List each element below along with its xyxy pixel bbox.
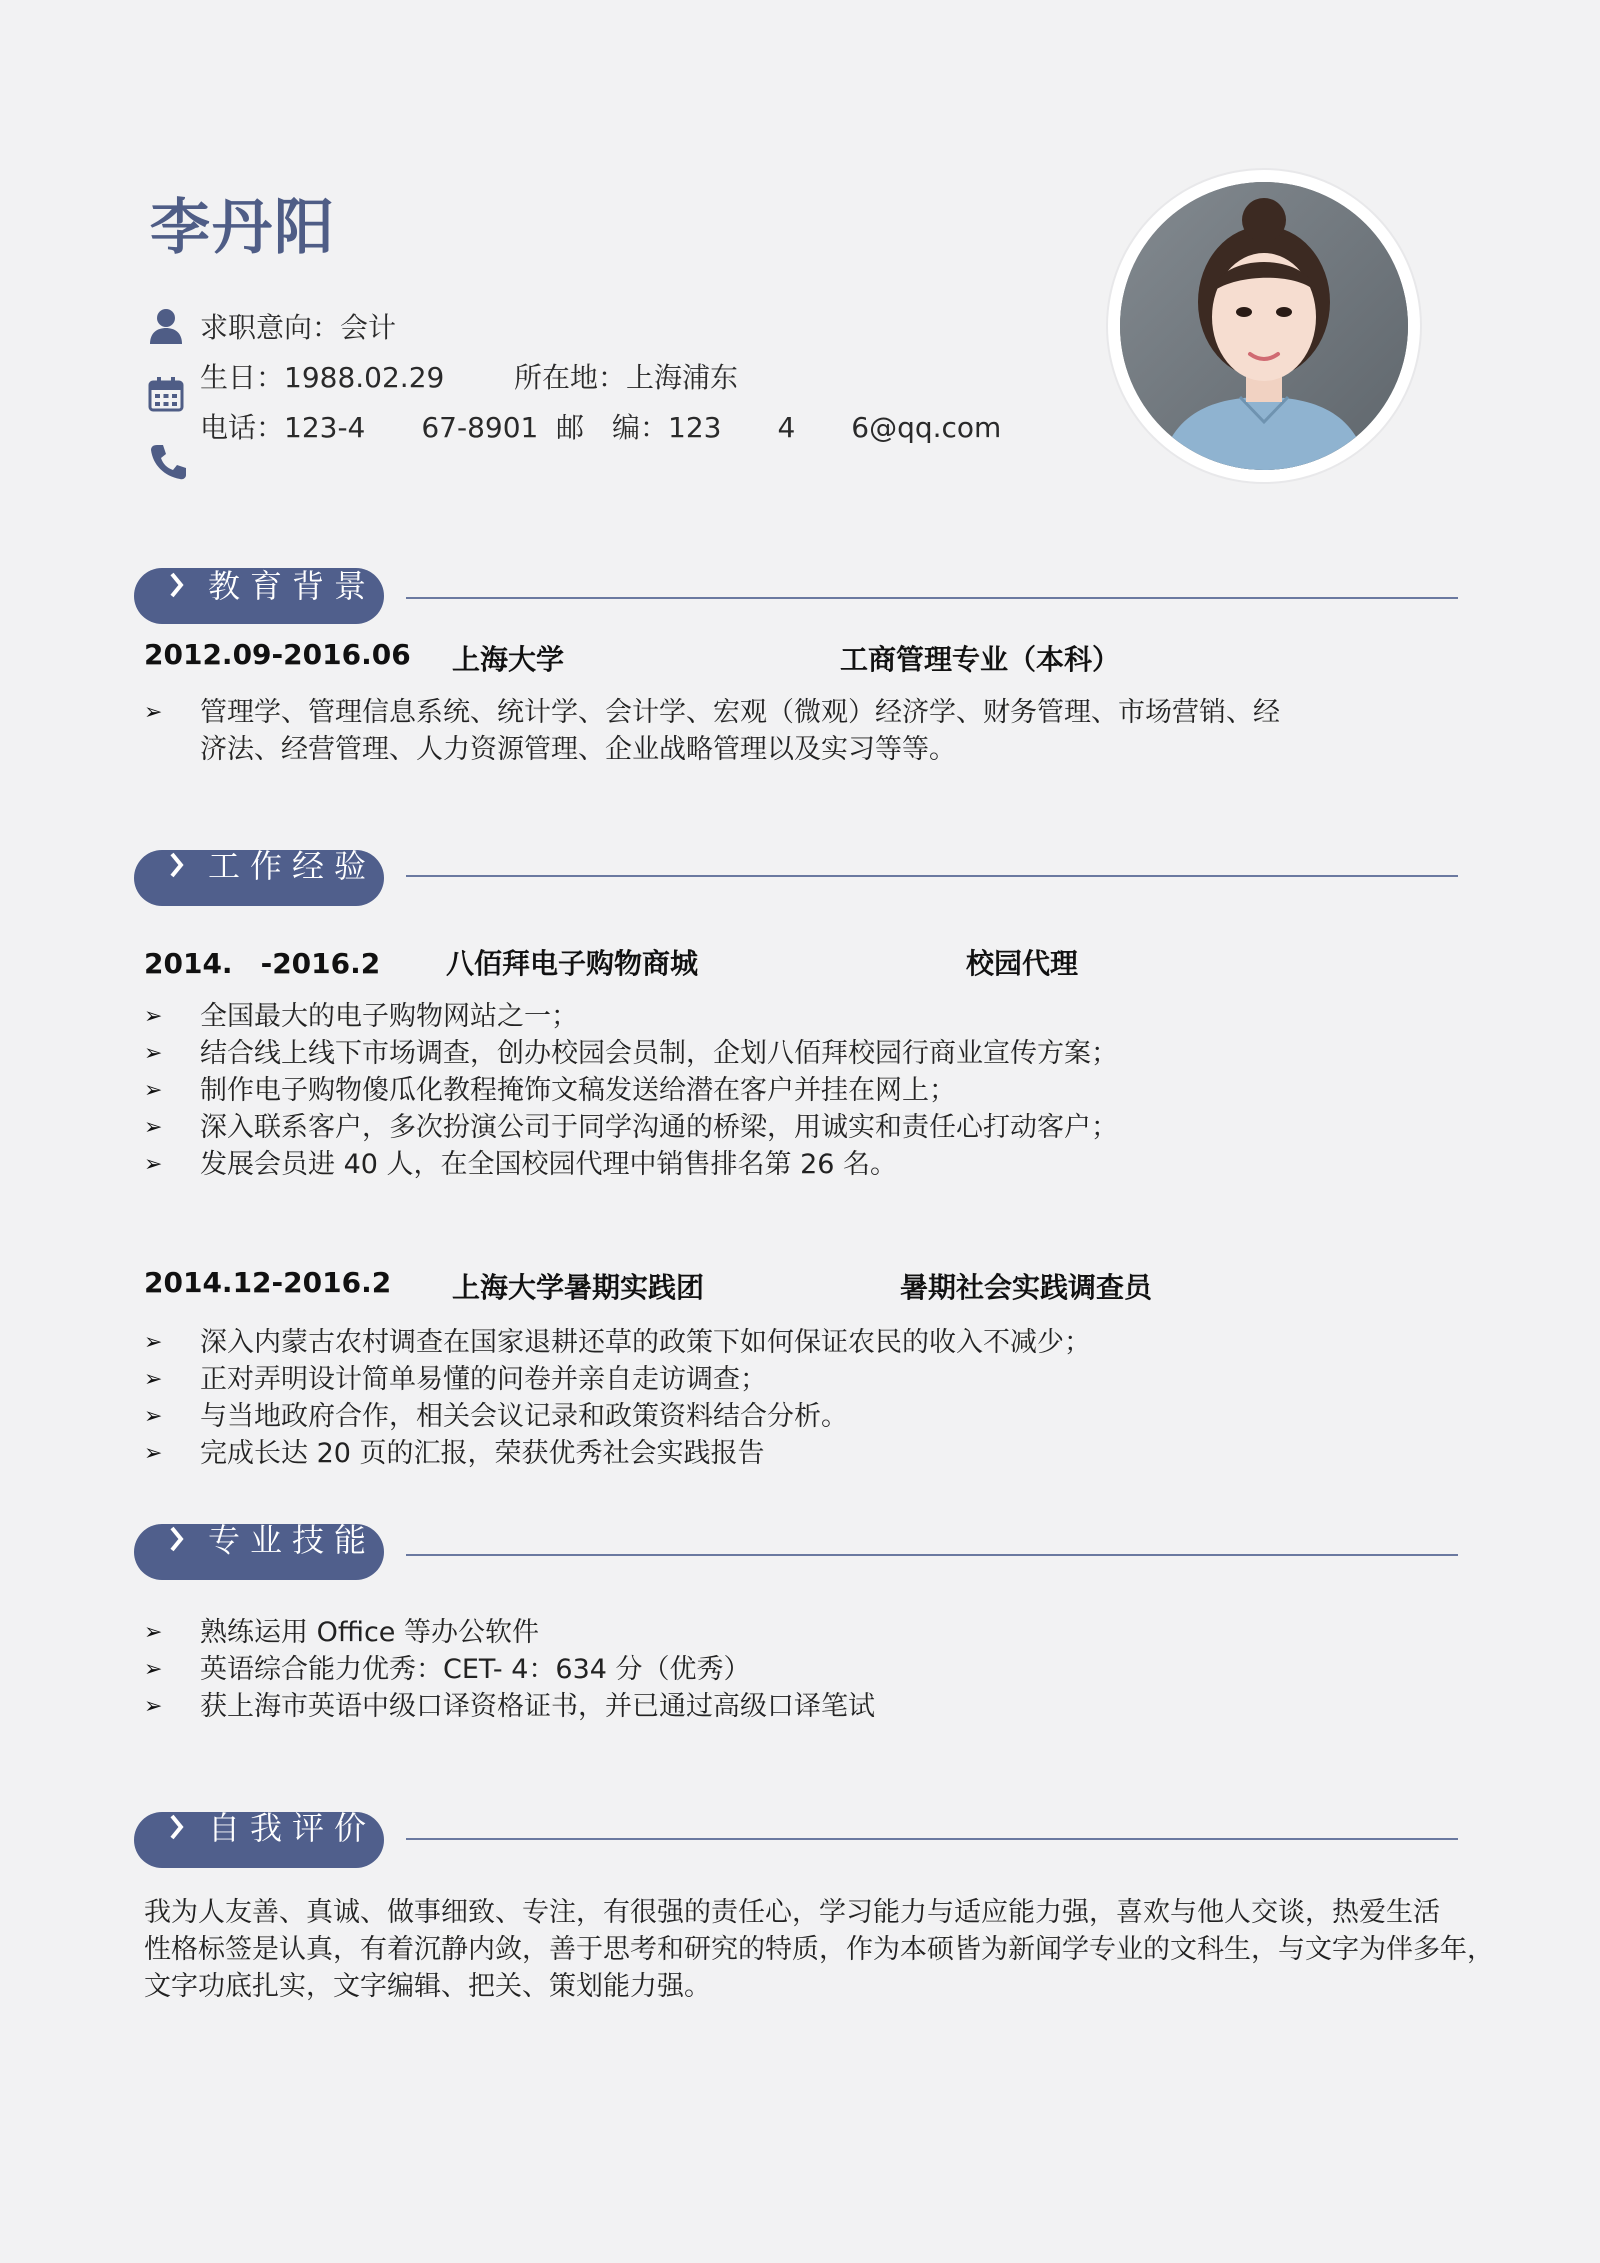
section-title-self: 自我评价 bbox=[208, 1809, 377, 1847]
skills-bullets bbox=[144, 1614, 875, 1725]
job2-bullets bbox=[144, 1324, 1091, 1472]
arrowhead-bullet-icon: ➢ bbox=[144, 1078, 163, 1103]
job2-role: 暑期社会实践调查员 bbox=[900, 1271, 1153, 1304]
list-item: ➢ 全国最大的电子购物网站之一； bbox=[200, 998, 1118, 1035]
list-item: ➢ 制作电子购物傻瓜化教程掩饰文稿发送给潜在客户并挂在网上； bbox=[200, 1072, 1118, 1109]
job1-bullets bbox=[144, 998, 1118, 1183]
arrowhead-bullet-icon: ➢ bbox=[144, 1330, 163, 1355]
chevron-right-icon bbox=[166, 850, 188, 880]
paragraph-line: 我为人友善、真诚、做事细致、专注，有很强的责任心，学习能力与适应能力强，喜欢与他人交谈，热爱生活 bbox=[144, 1897, 1440, 1928]
section-divider bbox=[406, 875, 1458, 877]
arrowhead-bullet-icon: ➢ bbox=[144, 1152, 163, 1177]
paragraph-line: 性格标签是认真，有着沉静内敛，善于思考和研究的特质，作为本硕皆为新闻学专业的文科生，与文字为伴多年， bbox=[144, 1934, 1494, 1965]
location: 所在地：上海浦东 bbox=[514, 361, 739, 394]
arrowhead-bullet-icon: ➢ bbox=[144, 1004, 163, 1029]
arrowhead-bullet-icon: ➢ bbox=[144, 1041, 163, 1066]
list-item: ➢ 获上海市英语中级口译资格证书，并已通过高级口译笔试 bbox=[200, 1688, 875, 1725]
edu-major: 工商管理专业（本科） bbox=[840, 643, 1121, 676]
list-item: ➢ 管理学、管理信息系统、统计学、会计学、宏观（微观）经济学、财务管理、市场营销、经 bbox=[200, 694, 1280, 731]
list-item: ➢ 与当地政府合作，相关会议记录和政策资料结合分析。 bbox=[200, 1398, 1091, 1435]
list-item: ➢ 英语综合能力优秀：CET- 4：634 分（优秀） bbox=[200, 1651, 875, 1688]
arrowhead-bullet-icon: ➢ bbox=[144, 1404, 163, 1429]
chevron-right-icon bbox=[166, 570, 188, 600]
section-divider bbox=[406, 597, 1458, 599]
self-evaluation-text bbox=[144, 1894, 1494, 2005]
avatar bbox=[1120, 182, 1408, 470]
list-item: ➢ 深入内蒙古农村调查在国家退耕还草的政策下如何保证农民的收入不减少； bbox=[200, 1324, 1091, 1361]
job1-role: 校园代理 bbox=[966, 947, 1079, 980]
postcode-email: 邮 编：123 4 6@qq.com bbox=[556, 411, 1002, 444]
arrowhead-bullet-icon: ➢ bbox=[144, 700, 163, 725]
edu-date: 2012.09-2016.06 bbox=[144, 638, 411, 671]
arrowhead-bullet-icon: ➢ bbox=[144, 1694, 163, 1719]
calendar-icon bbox=[146, 374, 186, 414]
job2-company: 上海大学暑期实践团 bbox=[452, 1271, 705, 1304]
job1-company: 八佰拜电子购物商城 bbox=[446, 947, 699, 980]
list-item: ➢ 发展会员进 40 人，在全国校园代理中销售排名第 26 名。 bbox=[200, 1146, 1118, 1183]
section-divider bbox=[406, 1554, 1458, 1556]
arrowhead-bullet-icon: ➢ bbox=[144, 1441, 163, 1466]
job2-date: 2014.12-2016.2 bbox=[144, 1266, 392, 1299]
chevron-right-icon bbox=[166, 1812, 188, 1842]
list-item: ➢ 深入联系客户，多次扮演公司于同学沟通的桥梁，用诚实和责任心打动客户； bbox=[200, 1109, 1118, 1146]
arrowhead-bullet-icon: ➢ bbox=[144, 1115, 163, 1140]
phone-number: 电话：123-4 67-8901 bbox=[200, 411, 539, 444]
chevron-right-icon bbox=[166, 1524, 188, 1554]
section-divider bbox=[406, 1838, 1458, 1840]
job1-date: 2014. -2016.2 bbox=[144, 947, 381, 980]
phone-icon bbox=[148, 442, 188, 482]
birthday: 生日：1988.02.29 bbox=[200, 361, 445, 394]
list-item: ➢ 完成长达 20 页的汇报，荣获优秀社会实践报告 bbox=[200, 1435, 1091, 1472]
edu-school: 上海大学 bbox=[452, 643, 565, 676]
list-item: ➢ 结合线上线下市场调查，创办校园会员制，企划八佰拜校园行商业宣传方案； bbox=[200, 1035, 1118, 1072]
candidate-name: 李丹阳 bbox=[150, 193, 336, 263]
arrowhead-bullet-icon: ➢ bbox=[144, 1620, 163, 1645]
list-item: ➢ 正对弄明设计简单易懂的问卷并亲自走访调查； bbox=[200, 1361, 1091, 1398]
paragraph-line: 文字功底扎实，文字编辑、把关、策划能力强。 bbox=[144, 1971, 711, 2002]
job-objective: 求职意向：会计 bbox=[200, 311, 397, 344]
section-title-education: 教育背景 bbox=[208, 567, 377, 605]
person-icon bbox=[146, 306, 186, 346]
list-item: 济法、经营管理、人力资源管理、企业战略管理以及实习等等。 bbox=[200, 734, 956, 765]
arrowhead-bullet-icon: ➢ bbox=[144, 1657, 163, 1682]
section-title-work: 工作经验 bbox=[208, 847, 377, 885]
arrowhead-bullet-icon: ➢ bbox=[144, 1367, 163, 1392]
list-item: ➢ 熟练运用 Office 等办公软件 bbox=[200, 1614, 875, 1651]
section-title-skills: 专业技能 bbox=[208, 1521, 377, 1559]
